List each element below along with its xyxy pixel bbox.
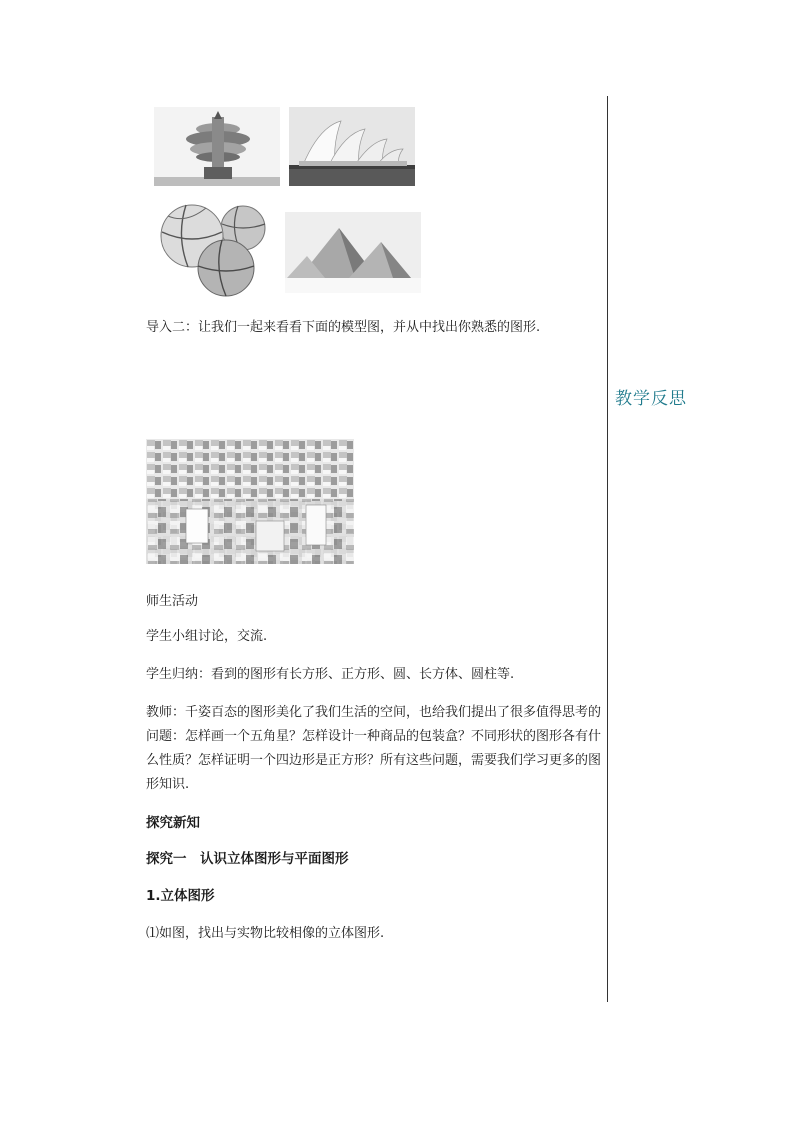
column-divider bbox=[607, 96, 608, 1002]
opera-house-photo bbox=[289, 107, 415, 186]
pyramids-photo bbox=[285, 212, 421, 293]
summary-paragraph: 学生归纳：看到的图形有长方形、正方形、圆、长方体、圆柱等. bbox=[146, 667, 515, 682]
explore1-title: 探究一 认识立体图形与平面图形 bbox=[146, 851, 349, 867]
section1-title: 1.立体图形 bbox=[146, 888, 215, 904]
basketballs-photo bbox=[156, 202, 268, 298]
question1-paragraph: ⑴如图，找出与实物比较相像的立体图形. bbox=[146, 926, 385, 941]
city-model-photo bbox=[146, 439, 354, 564]
reflection-title: 教学反思 bbox=[615, 389, 687, 409]
sculpture-photo bbox=[154, 107, 280, 186]
activity-title: 师生活动 bbox=[146, 594, 199, 609]
discussion-paragraph: 学生小组讨论，交流. bbox=[146, 629, 268, 644]
intro-paragraph: 导入二：让我们一起来看看下面的模型图，并从中找出你熟悉的图形. bbox=[146, 320, 541, 335]
teacher-paragraph: 教师：千姿百态的图形美化了我们生活的空间，也给我们提出了很多值得思考的问题：怎样画一个五角星？怎样设计一种商品的包装盒？不同形状的图形各有什么性质？怎样证明一个四边形是正方形？所有这些问题，需要我们学习更多的图形知识. bbox=[146, 705, 602, 792]
explore-title: 探究新知 bbox=[146, 815, 200, 831]
